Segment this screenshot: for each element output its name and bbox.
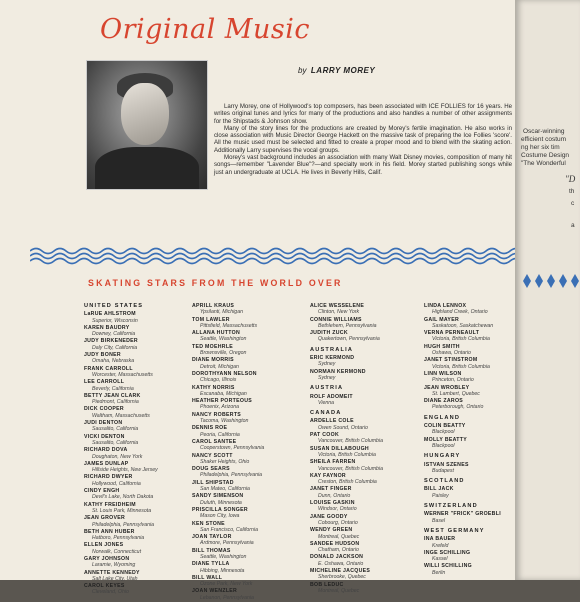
skater-entry — [424, 437, 506, 450]
skater-entry — [192, 344, 274, 357]
skater-name: CINDY ENGH — [84, 488, 120, 495]
skater-name: LINDA LENNOX — [424, 303, 467, 309]
skater-entry — [192, 493, 274, 506]
skater-name: DIANE ZAROS — [424, 398, 464, 405]
skater-entry — [192, 548, 274, 561]
skater-name: JANE GOODY — [310, 513, 348, 520]
skater-name: TOM LAWLER — [192, 316, 230, 323]
skater-hometown: Phoenix, Arizona — [200, 404, 240, 411]
skater-hometown: Sausalito, California — [92, 439, 139, 446]
skater-name: GARY JOHNSON — [84, 555, 130, 562]
skater-name: KAY FAYNOR — [310, 472, 346, 479]
skater-entry — [84, 366, 166, 379]
facing-page-line: Oscar-winning — [523, 128, 565, 135]
skater-hometown: Shaker Heights, Ohio — [200, 458, 250, 465]
skater-name: ARDELLE COLE — [310, 418, 354, 425]
skater-entry — [310, 568, 392, 581]
skater-name: ROLF ADOMEIT — [310, 393, 353, 400]
skater-entry — [84, 338, 166, 351]
skater-entry — [424, 511, 506, 524]
country-heading: SWITZERLAND — [424, 503, 478, 510]
skater-entry — [192, 575, 274, 588]
skater-hometown: E. Oshawa, Ontario — [318, 560, 364, 567]
skater-hometown: Victoria, British Columbia — [432, 363, 490, 370]
skater-entry — [84, 379, 166, 392]
skater-hometown: St. Louis Park, Minnesota — [92, 507, 152, 514]
skater-entry — [192, 521, 274, 534]
skater-name: JEAN GROVER — [84, 515, 126, 522]
skater-entry — [192, 480, 274, 493]
skater-entry — [192, 534, 274, 547]
skater-name: JUDY BIRKENEDER — [84, 338, 138, 345]
skater-entry — [192, 330, 274, 343]
skater-hometown: Budapest — [432, 467, 454, 474]
skater-hometown: San Francisco, California — [200, 526, 258, 533]
country-heading: ENGLAND — [424, 414, 461, 421]
skater-name: BILL WALL — [192, 574, 223, 581]
skater-entry — [310, 394, 392, 407]
skater-name: MOLLY BEATTY — [424, 436, 467, 443]
skater-hometown: Hibbing, Minnesota — [200, 567, 245, 574]
skater-name: PRISCILLA SONGER — [192, 506, 248, 513]
skater-entry — [192, 371, 274, 384]
skater-name: BILL JACK — [424, 486, 454, 493]
facing-page-line: "D — [565, 174, 576, 184]
facing-page-line: a — [571, 222, 575, 229]
skater-hometown: Basel — [432, 517, 445, 524]
skater-name: DONALD JACKSON — [310, 554, 364, 561]
skater-hometown: Montreal, Quebec — [318, 587, 360, 594]
skater-hometown: Saskatoon, Saskatchewan — [432, 322, 494, 329]
skaters-heading: SKATING STARS FROM THE WORLD OVER — [88, 278, 343, 288]
skater-name: INA BAUER — [424, 536, 456, 543]
country-heading: AUSTRALIA — [310, 346, 354, 353]
bio-paragraph: Many of the story lines for the productions are created by Morey's fertile imagination. He also works in close association with Music Director George Hackett on the massive task of preparing the Ice Follies 'score'. All the music used must be selected and fitted to create a proper mood and to blend with the skating action. Additionally Larry supervises the vocal groups. — [214, 124, 512, 154]
skater-hometown: Windsor, Ontario — [318, 506, 357, 513]
skater-hometown: Ozone Park, New York — [200, 581, 253, 588]
skater-hometown: Montreal, Quebec — [318, 533, 360, 540]
skater-name: HEATHER PORTEOUS — [192, 398, 253, 405]
skater-name: KATHY NORRIS — [192, 384, 235, 391]
skater-hometown: Princeton, Ontario — [432, 377, 474, 384]
skater-entry — [310, 527, 392, 540]
country-heading: AUSTRIA — [310, 385, 344, 392]
page-title: Original Music — [100, 14, 310, 45]
skater-entry — [84, 311, 166, 324]
skater-entry — [424, 563, 506, 576]
skater-entry — [84, 556, 166, 569]
skater-name: NANCY SCOTT — [192, 452, 233, 459]
skater-entry — [84, 529, 166, 542]
skater-hometown: Laramie, Wyoming — [92, 562, 136, 569]
skater-entry — [424, 330, 506, 343]
skater-entry — [192, 466, 274, 479]
skater-entry — [310, 541, 392, 554]
skater-entry — [424, 536, 506, 549]
skater-name: DIANE MORRIS — [192, 357, 234, 364]
skater-entry — [310, 554, 392, 567]
skater-hometown: Peterborough, Ontario — [432, 404, 484, 411]
skater-entry — [192, 398, 274, 411]
skater-hometown: Cooperstown, Pennsylvania — [200, 445, 265, 452]
skater-entry — [84, 583, 166, 596]
skater-name: JOAN TAYLOR — [192, 534, 232, 541]
skater-hometown: Ardmore, Pennsylvania — [200, 540, 254, 547]
skater-entry — [424, 423, 506, 436]
skater-name: VERNA PERNEAULT — [424, 330, 480, 337]
skater-hometown: Chicago, Illinois — [200, 377, 237, 384]
skaters-column-3 — [310, 303, 392, 595]
skater-hometown: Blackpool — [432, 429, 455, 436]
skater-hometown: Beverly, California — [92, 385, 134, 392]
skater-name: JANET STINSTROM — [424, 357, 478, 364]
skater-hometown: Creston, British Columbia — [318, 479, 377, 486]
byline-prefix: by — [298, 66, 307, 75]
skater-name: ELLEN JONES — [84, 542, 124, 549]
skater-hometown: Vancouver, British Columbia — [318, 438, 383, 445]
skater-entry — [84, 447, 166, 460]
byline-author: LARRY MOREY — [310, 66, 376, 75]
skater-hometown: Lebanon, Pennsylvania — [200, 594, 254, 601]
skater-name: DICK COOPER — [84, 406, 124, 413]
skaters-column-4 — [424, 303, 506, 577]
skater-name: JUDI DENTON — [84, 420, 123, 427]
country-heading: SCOTLAND — [424, 478, 465, 485]
skater-name: GAIL MAYER — [424, 316, 459, 323]
skater-entry — [84, 325, 166, 338]
skater-name: JEAN WROBLEY — [424, 384, 470, 391]
facing-page-line: efficient costum — [521, 136, 567, 143]
skater-entry — [84, 352, 166, 365]
skater-hometown: Pittsfield, Massachusetts — [200, 322, 258, 329]
skater-name: DIANE TYLLA — [192, 561, 230, 568]
skater-hometown: Piedmont, California — [92, 399, 139, 406]
skater-entry — [310, 432, 392, 445]
skater-entry — [84, 406, 166, 419]
skater-hometown: Tacoma, Washington — [200, 418, 249, 425]
skater-name: JAMES DUNLAP — [84, 460, 129, 467]
skater-hometown: Daly City, California — [92, 344, 138, 351]
skater-entry — [310, 317, 392, 330]
facing-page-line: "The Wonderful — [521, 160, 566, 167]
skater-name: APRILL KRAUS — [192, 303, 235, 309]
skater-entry — [424, 371, 506, 384]
skater-hometown: Cleveland, Ohio — [92, 589, 129, 596]
skater-name: ERIC KERMOND — [310, 355, 355, 362]
skater-entry — [424, 303, 506, 316]
skater-entry — [424, 317, 506, 330]
skater-hometown: Highland Creek, Ontario — [432, 309, 488, 316]
skater-entry — [310, 446, 392, 459]
skater-entry — [310, 582, 392, 595]
skater-hometown: Blackpool — [432, 442, 455, 449]
skater-hometown: Waltham, Massachusetts — [92, 412, 150, 419]
skater-hometown: Kassel — [432, 556, 448, 563]
skater-name: MICHELINE JACQUES — [310, 567, 371, 574]
skater-name: SANDEE HUDSON — [310, 540, 360, 547]
skater-hometown: Duluth, Minnesota — [200, 499, 242, 506]
skater-entry — [424, 462, 506, 475]
skater-entry — [192, 425, 274, 438]
skater-hometown: Omaha, Nebraska — [92, 358, 135, 365]
skater-entry — [192, 357, 274, 370]
skater-name: TED MOEHRLE — [192, 343, 234, 350]
skater-entry — [310, 500, 392, 513]
skater-entry — [424, 398, 506, 411]
skater-hometown: Clinton, New York — [318, 309, 360, 316]
skater-name: WERNER "FRICK" GROEBLI — [424, 511, 501, 518]
skater-name: PAT COOK — [310, 432, 340, 439]
facing-page-diamonds — [519, 270, 580, 292]
skater-name: ALICE WESSELENE — [310, 303, 365, 309]
skater-hometown: Norwalk, Connecticut — [92, 548, 142, 555]
composer-bio — [214, 103, 512, 176]
skater-name: NANCY ROBERTS — [192, 411, 242, 418]
skater-entry — [84, 461, 166, 474]
skater-hometown: Cobourg, Ontario — [318, 519, 358, 526]
skater-hometown: Detroit, Michigan — [200, 363, 239, 370]
skater-name: DOUG SEARS — [192, 466, 230, 473]
skater-entry — [424, 385, 506, 398]
skater-hometown: Sydney — [318, 374, 336, 381]
skater-hometown: Seattle, Washington — [200, 336, 247, 343]
skater-entry — [424, 357, 506, 370]
skater-name: ALLANA HUTTON — [192, 330, 240, 337]
skater-entry — [192, 588, 274, 601]
facing-page-line: th — [569, 188, 575, 195]
skater-hometown: Hatboro, Pennsylvania — [92, 535, 145, 542]
skater-hometown: Krefeld — [432, 542, 449, 549]
skater-entry — [84, 515, 166, 528]
skater-hometown: Salt Lake City, Utah — [92, 575, 138, 582]
skater-entry — [192, 303, 274, 316]
skater-name: KAREN BAUDRY — [84, 324, 130, 331]
skater-hometown: Chatham, Ontario — [318, 547, 359, 554]
skater-hometown: Owen Sound, Ontario — [318, 424, 368, 431]
skater-name: ISTVAN SZENES — [424, 461, 469, 468]
wave-divider — [30, 245, 515, 267]
skater-name: BILL THOMAS — [192, 547, 231, 554]
skater-name: INGE SCHILLING — [424, 549, 471, 556]
facing-page-line: Costume Design — [521, 152, 570, 159]
facing-page-line: ng her six tim — [521, 144, 560, 151]
skater-entry — [424, 344, 506, 357]
byline — [298, 66, 375, 75]
skater-hometown: Oshawa, Ontario — [432, 350, 471, 357]
skater-entry — [84, 420, 166, 433]
skater-name: VICKI DENTON — [84, 433, 125, 440]
skater-hometown: Sherbrooke, Quebec — [318, 574, 366, 581]
skater-name: JILL SHIPSTAD — [192, 479, 234, 486]
skater-entry — [84, 502, 166, 515]
bio-paragraph: Morey's vast background includes an association with many Walt Disney movies, composition of many hit songs—remember "Lavender Blue"?—and specialty work in his field. Morey started publishing songs while just an undergraduate at UCLA. He lives in Beverly Hills, Calif. — [214, 154, 512, 176]
country-heading: WEST GERMANY — [424, 527, 485, 534]
photo-face — [121, 83, 169, 145]
photo-suit — [95, 147, 199, 190]
skater-entry — [310, 355, 392, 368]
skater-name: CAROL KEYES — [84, 583, 125, 590]
skater-hometown: St. Lambert, Quebec — [432, 390, 480, 397]
skater-hometown: Vienna — [318, 399, 335, 406]
skater-entry — [310, 330, 392, 343]
skater-name: COLIN BEATTY — [424, 423, 466, 430]
skater-hometown: Devil's Lake, North Dakota — [92, 494, 154, 501]
skater-hometown: Victoria, British Columbia — [432, 336, 490, 343]
skater-name: NORMAN KERMOND — [310, 368, 366, 375]
skaters-column-1 — [84, 303, 166, 597]
skater-hometown: Vancouver, British Columbia — [318, 465, 383, 472]
skater-name: BOB LEDUC — [310, 581, 344, 588]
skater-name: JUDY BONER — [84, 352, 121, 359]
skater-hometown: Downey, California — [92, 331, 136, 338]
skater-hometown: Philadelphia, Pennsylvania — [92, 521, 155, 528]
skater-name: KEN STONE — [192, 520, 225, 527]
country-heading: CANADA — [310, 410, 342, 417]
skater-entry — [192, 412, 274, 425]
skater-entry — [310, 418, 392, 431]
skater-name: HUGH SMITH — [424, 343, 460, 350]
skater-name: CAROL SANTEE — [192, 438, 237, 445]
skater-name: WENDY GREEN — [310, 527, 353, 534]
skater-hometown: Brownsville, Oregon — [200, 350, 247, 357]
skater-hometown: Berlin — [432, 569, 446, 576]
skater-name: WILLI SCHILLING — [424, 563, 473, 570]
composer-photo — [86, 60, 208, 190]
skater-entry — [84, 488, 166, 501]
skater-hometown: Sausalito, California — [92, 426, 139, 433]
skater-entry — [84, 570, 166, 583]
skater-hometown: Peoria, California — [200, 431, 240, 438]
skater-hometown: Dunn, Ontario — [318, 492, 351, 499]
skater-hometown: Doughaton, New York — [92, 453, 143, 460]
skater-hometown: San Mateo, California — [200, 486, 250, 493]
skater-entry — [424, 550, 506, 563]
skater-name: FRANK CARROLL — [84, 365, 133, 372]
skater-entry — [310, 473, 392, 486]
skater-hometown: Mason City, Iowa — [200, 513, 240, 520]
skater-name: SUSAN DILLABOUGH — [310, 445, 369, 452]
skaters-column-2 — [192, 303, 274, 602]
skater-entry — [192, 453, 274, 466]
skater-hometown: Philadelphia, Pennsylvania — [200, 472, 263, 479]
skater-entry — [84, 393, 166, 406]
skater-hometown: Victoria, British Columbia — [318, 451, 376, 458]
skater-entry — [310, 369, 392, 382]
skater-name: LaRUE AHLSTROM — [84, 311, 136, 318]
skater-entry — [84, 542, 166, 555]
skater-entry — [310, 303, 392, 316]
skater-name: JOAN WENZLER — [192, 588, 238, 595]
skater-entry — [84, 434, 166, 447]
country-heading: UNITED STATES — [84, 303, 144, 309]
skater-entry — [310, 486, 392, 499]
skater-name: KATHY FREIDHEIM — [84, 501, 136, 508]
country-heading: HUNGARY — [424, 453, 461, 460]
skater-hometown: Seattle, Washington — [200, 553, 247, 560]
skater-name: LEE CARROLL — [84, 379, 125, 386]
skater-hometown: Paisley — [432, 492, 449, 499]
skater-entry — [192, 385, 274, 398]
skater-name: DOROTHYANN NELSON — [192, 370, 257, 377]
skater-entry — [192, 439, 274, 452]
facing-page-line: c — [571, 200, 575, 207]
skater-hometown: Quakertown, Pennsylvania — [318, 336, 380, 343]
skater-name: ANNETTE KENNEDY — [84, 569, 140, 576]
skater-name: JANET FINGER — [310, 486, 352, 493]
skater-name: DENNIS ROE — [192, 425, 228, 432]
skater-name: LINN WILSON — [424, 370, 462, 377]
skater-name: SHEILA FARREN — [310, 459, 356, 466]
skater-entry — [424, 486, 506, 499]
skater-hometown: Hollywood, California — [92, 480, 141, 487]
skater-entry — [84, 474, 166, 487]
skater-entry — [192, 561, 274, 574]
skater-entry — [310, 514, 392, 527]
skater-name: BETH ANN HUBER — [84, 528, 135, 535]
skater-name: CONNIE WILLIAMS — [310, 316, 362, 323]
skater-name: RICHARD DWYER — [84, 474, 133, 481]
bio-paragraph: Larry Morey, one of Hollywood's top composers, has been associated with ICE FOLLIES for 16 years. He writes original tunes and lyrics for many of the productions and also handles a number of other assignments for the Shipstads & Johnson show. — [214, 103, 512, 125]
skater-hometown: Escanaba, Michigan — [200, 390, 247, 397]
skater-name: LOUISE GASKIN — [310, 500, 355, 507]
skater-hometown: Bethlehem, Pennsylvania — [318, 322, 377, 329]
skater-hometown: Sydney — [318, 361, 336, 368]
skater-name: SANDY SIMENSON — [192, 493, 244, 500]
skater-hometown: Hillside Heights, New Jersey — [92, 467, 158, 474]
skater-hometown: Ypsilanti, Michigan — [200, 309, 243, 316]
skater-entry — [192, 507, 274, 520]
skater-name: BETTY JEAN CLARK — [84, 392, 141, 399]
skater-entry — [310, 459, 392, 472]
skater-entry — [192, 317, 274, 330]
skater-name: JUDITH ZUCK — [310, 330, 348, 337]
skater-name: RICHARD DOVA — [84, 447, 128, 454]
skater-hometown: Superior, Wisconsin — [92, 317, 138, 324]
skater-hometown: Worcester, Massachusetts — [92, 371, 153, 378]
facing-page — [515, 0, 580, 580]
